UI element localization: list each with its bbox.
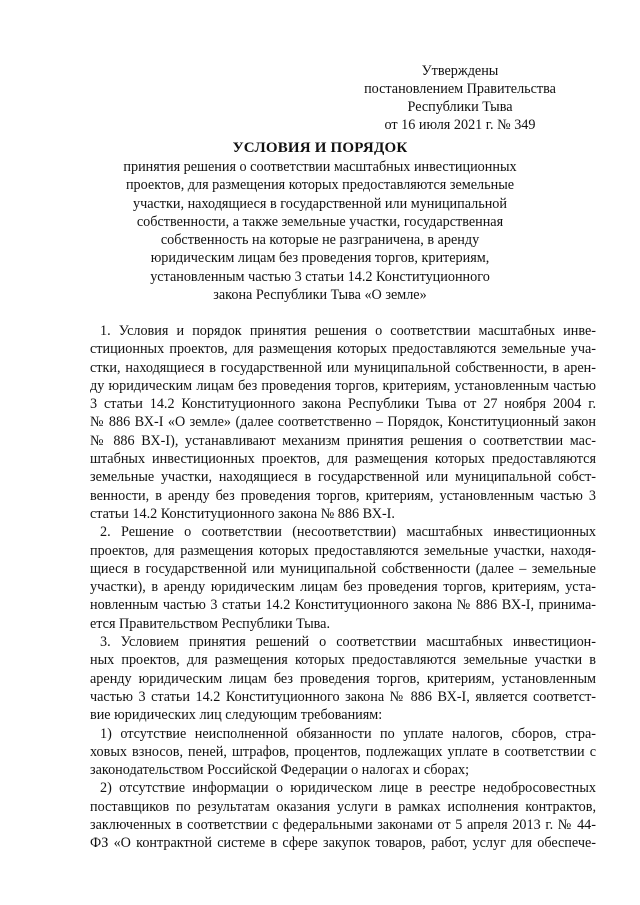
body-line: ется Правительством Республики Тыва.	[90, 615, 331, 632]
body-line: щиеся в государственной или муниципальной собственности (далее – земельные	[90, 560, 596, 577]
subtitle-line: участки, находящиеся в государственной или муниципальной	[132, 195, 507, 212]
body-line: частью 3 статьи 14.2 Конституционного закона № 886 ВХ-I, является соответст-	[90, 688, 596, 705]
approval-line: от 16 июля 2021 г. № 349	[384, 117, 536, 133]
body-line: новленным частью 3 статьи 14.2 Конституционного закона № 886 ВХ-I, принима-	[90, 597, 596, 614]
subtitle-line: собственность на которые не разграничена, в аренду	[160, 232, 480, 249]
body-line: земельные участки, находящиеся в государственной или муниципальной собст-	[90, 469, 596, 486]
body-line: № 886 ВХ-I), устанавливают механизм принятия решения о соответствии мас-	[90, 432, 596, 449]
body-line: 3. Условием принятия решений о соответствии масштабных инвестицион-	[100, 634, 596, 651]
body-line: венности, в аренду без проведения торгов, критериям, установленным частью 3	[90, 487, 596, 504]
body-line: штабных инвестиционных проектов, для размещения которых предоставляются	[90, 451, 596, 468]
body-line: поставщиков по результатам оказания услуги в рамках исполнения контрактов,	[90, 798, 596, 815]
body-line: № 886 ВХ-I «О земле» (далее соответственно – Порядок, Конституционный закон	[90, 414, 596, 431]
subtitle-line: юридическим лицам без проведения торгов, критериям,	[150, 250, 490, 267]
body-line: 1) отсутствие неисполненной обязанности по уплате налогов, сборов, стра-	[100, 725, 596, 742]
body-line: стки, находящиеся в государственной или муниципальной собственности, в арен-	[90, 359, 596, 376]
body-line: проектов, для размещения которых предоставляются земельные участки, находя-	[90, 542, 596, 559]
body-line: участки), в аренду юридическим лицам без проведения торгов, критериям, уста-	[90, 579, 596, 596]
body-line: стиционных проектов, для размещения которых предоставляются земельные уча-	[90, 341, 596, 358]
subtitle-line: собственности, а также земельные участки, государственная	[136, 213, 504, 230]
document-title: УСЛОВИЯ И ПОРЯДОК	[232, 140, 408, 156]
body-line: заключенных в соответствии с федеральными законами от 5 апреля 2013 г. № 44-	[90, 817, 596, 834]
body-line: ду юридическим лицам без проведения торгов, критериям, установленным частью	[90, 377, 596, 394]
subtitle-line: проектов, для размещения которых предоставляются земельные	[125, 177, 515, 194]
document-subtitle	[70, 158, 570, 304]
body-line: вие юридических лиц следующим требованиям:	[90, 707, 383, 724]
approval-line: постановлением Правительства	[364, 81, 556, 97]
body-line: 2. Решение о соответствии (несоответствии) масштабных инвестиционных	[100, 524, 596, 541]
body-line: ных проектов, для размещения которых предоставляются земельные участки в	[90, 652, 596, 669]
document-body	[90, 322, 596, 853]
body-line: аренду юридическим лицам без проведения торгов, критериям, установленным	[90, 670, 596, 687]
body-line: законодательством Российской Федерации о налогах и сборах;	[90, 762, 470, 779]
subtitle-line: принятия решения о соответствии масштабных инвестиционных	[123, 159, 517, 175]
subtitle-line: установленным частью 3 статьи 14.2 Конституционного	[150, 268, 490, 285]
body-line: 1. Условия и порядок принятия решения о соответствии масштабных инве-	[100, 323, 596, 339]
body-line: 2) отсутствие информации о юридическом лице в реестре недобросовестных	[100, 780, 596, 797]
body-line: 3 статьи 14.2 Конституционного закона Республики Тыва от 27 ноября 2004 г.	[90, 396, 596, 413]
body-line: ФЗ «О контрактной системе в сфере закупок товаров, работ, услуг для обеспече-	[90, 835, 596, 852]
subtitle-line: закона Республики Тыва «О земле»	[213, 287, 427, 304]
approval-line: Утверждены	[421, 63, 499, 79]
body-line: статьи 14.2 Конституционного закона № 886 ВХ-I.	[90, 505, 395, 522]
approval-stamp	[360, 62, 560, 134]
approval-line: Республики Тыва	[407, 99, 513, 115]
body-line: ховых взносов, пеней, штрафов, процентов, подлежащих уплате в соответствии с	[90, 743, 596, 760]
